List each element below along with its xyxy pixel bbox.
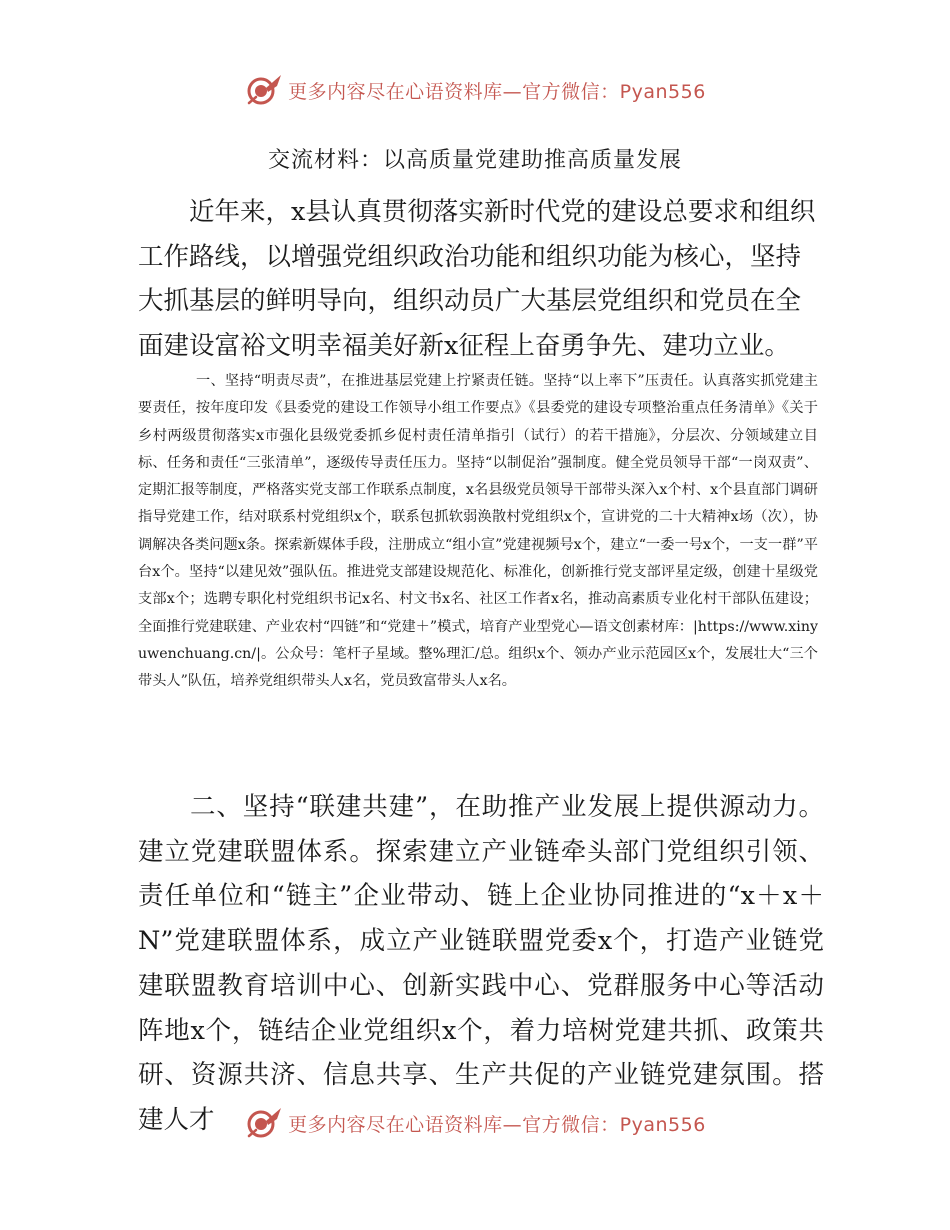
banner-text: 更多内容尽在心语资料库—官方微信：Pyan556 — [288, 80, 706, 103]
section-1-paragraph: 一、坚持“明责尽责”，在推进基层党建上拧紧责任链。坚持“以上率下”压责任。认真落实抓党建主要责任，按年度印发《县委党的建设工作领导小组工作要点》《县委党的建设专项整治重点任务清单》《关于乡村两级贯彻落实x市强化县级党委抓乡促村责任清单指引（试行）的若干措施》，分层次、分领域建立目标、任务和责任“三张清单”，逐级传导责任压力。坚持“以制促治”强制度。健全党员领导干部“一岗双责”、定期汇报等制度，严格落实党支部工作联系点制度，x名县级党员领导干部带头深入x个村、x个县直部门调研指导党建工作，结对联系村党组织x个，联系包抓软弱涣散村党组织x个，宣讲党的二十大精神x场（次），协调解决各类问题x条。探索新媒体手段，注册成立“组小宣”党建视频号x个，建立“一委一号x个，一支一群”平台x个。坚持“以建见效”强队伍。推进党支部建设规范化、标准化，创新推行党支部评星定级，创建十星级党支部x个；选聘专职化村党组织书记x名、村文书x名、社区工作者x名，推动高素质专业化村干部队伍建设；全面推行党建联建、产业农村“四链”和“党建＋”模式，培育产业型党心—语文创素材库：|https://www.xinyuwenchuang.cn/|。公众号：笔杆子星域。整%理汇/总。组织x个、领办产业示范园区x个，发展壮大“三个带头人”队伍，培养党组织带头人x名，党员致富带头人x名。 — [138, 373, 818, 690]
header-banner — [0, 70, 950, 110]
intro-paragraph: 近年来，x县认真贯彻落实新时代党的建设总要求和组织工作路线，以增强党组织政治功能和组织功能为核心，坚持大抓基层的鲜明导向，组织动员广大基层党组织和党员在全面建设富裕文明幸福美好新x征程上奋勇争先、建功立业。 — [138, 197, 816, 361]
quill-pen-logo-icon — [244, 72, 284, 108]
banner-text: 更多内容尽在心语资料库—官方微信：Pyan556 — [288, 1113, 706, 1136]
section-2-paragraph: 二、坚持“联建共建”，在助推产业发展上提供源动力。建立党建联盟体系。探索建立产业链牵头部门党组织引领、责任单位和“链主”企业带动、链上企业协同推进的“x＋x＋N”党建联盟体系，成立产业链联盟党委x个，打造产业链党建联盟教育培训中心、创新实践中心、党群服务中心等活动阵地x个，链结企业党组织x个，着力培树党建共抓、政策共研、资源共济、信息共享、生产共促的产业链党建氛围。搭建人才 — [138, 792, 824, 1135]
footer-banner — [0, 1103, 950, 1143]
quill-pen-logo-icon — [244, 1105, 284, 1141]
document-title: 交流材料：以高质量党建助推高质量发展 — [267, 148, 682, 173]
